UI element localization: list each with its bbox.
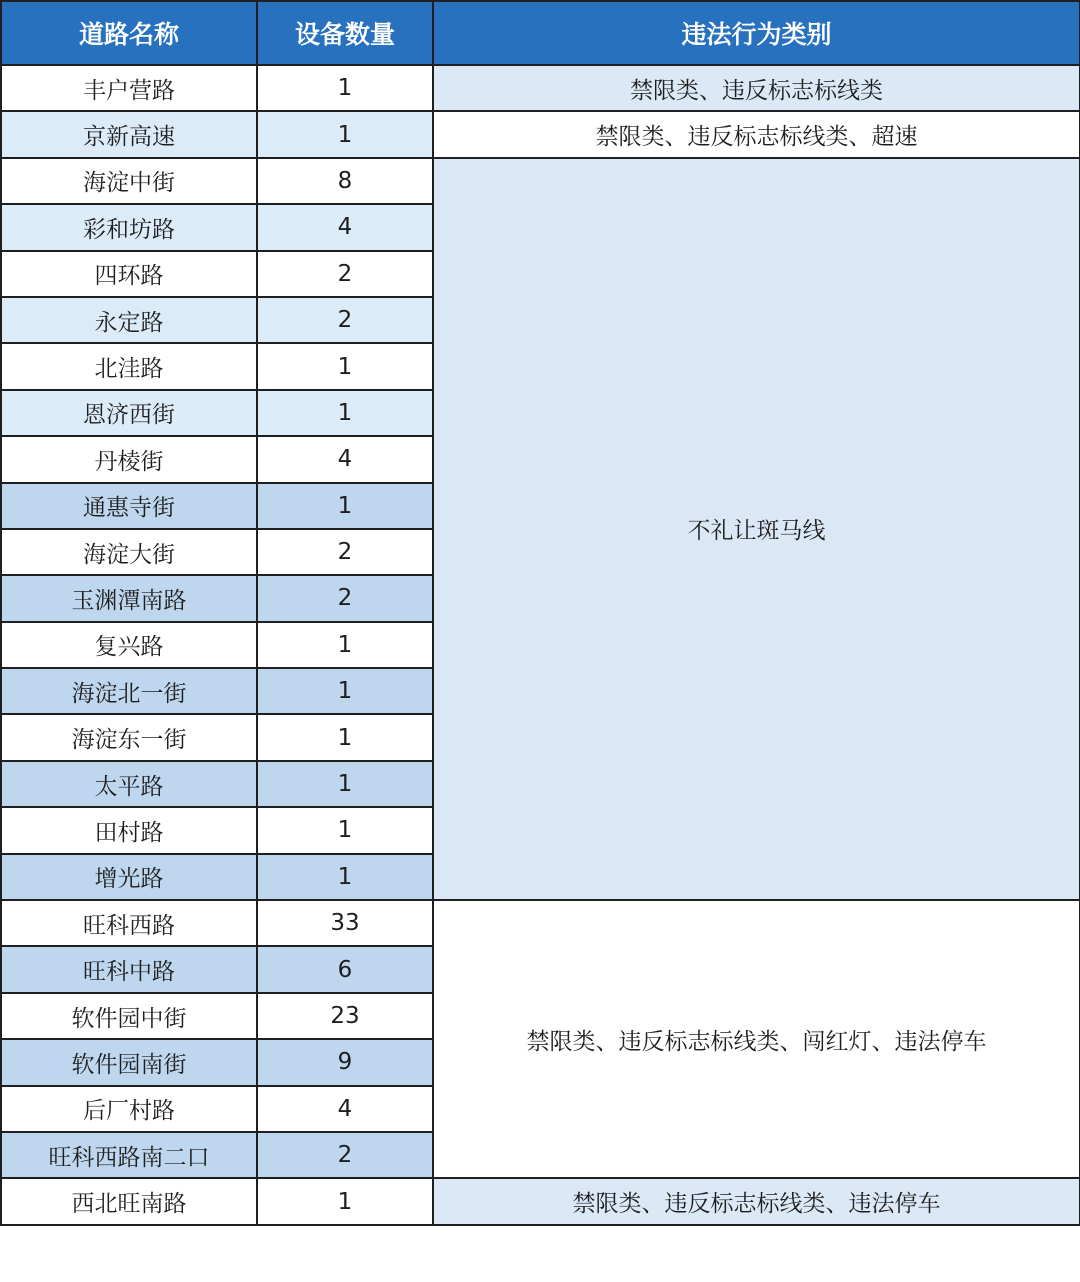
road-name-cell: 旺科西路南二口 <box>1 1132 257 1178</box>
table-row <box>1 65 1080 111</box>
table-row <box>1 1178 1080 1224</box>
road-name-cell: 西北旺南路 <box>1 1178 257 1224</box>
device-count-cell: 1 <box>257 761 433 807</box>
table-row <box>1 900 1080 946</box>
device-count-cell: 1 <box>257 65 433 111</box>
road-name-cell: 太平路 <box>1 761 257 807</box>
road-name-cell: 恩济西街 <box>1 390 257 436</box>
road-name-cell: 田村路 <box>1 807 257 853</box>
device-count-cell: 2 <box>257 575 433 621</box>
device-count-cell: 1 <box>257 1178 433 1224</box>
road-name-cell: 海淀中街 <box>1 158 257 204</box>
header-device-count: 设备数量 <box>257 1 433 65</box>
device-count-cell: 2 <box>257 529 433 575</box>
device-count-cell: 33 <box>257 900 433 946</box>
violation-type-cell: 禁限类、违反标志标线类、超速 <box>433 111 1080 157</box>
road-name-cell: 后厂村路 <box>1 1086 257 1132</box>
table-row <box>1 111 1080 157</box>
violation-type-cell: 不礼让斑马线 <box>433 158 1080 900</box>
device-count-cell: 23 <box>257 993 433 1039</box>
road-name-cell: 海淀大街 <box>1 529 257 575</box>
road-name-cell: 软件园中街 <box>1 993 257 1039</box>
road-name-cell: 海淀北一街 <box>1 668 257 714</box>
road-name-cell: 旺科中路 <box>1 946 257 992</box>
device-count-cell: 1 <box>257 854 433 900</box>
device-count-cell: 1 <box>257 111 433 157</box>
table-row <box>1 158 1080 204</box>
road-name-cell: 通惠寺街 <box>1 483 257 529</box>
road-name-cell: 软件园南街 <box>1 1039 257 1085</box>
road-name-cell: 彩和坊路 <box>1 204 257 250</box>
device-count-cell: 2 <box>257 251 433 297</box>
device-count-cell: 1 <box>257 714 433 760</box>
device-count-cell: 4 <box>257 204 433 250</box>
device-count-cell: 8 <box>257 158 433 204</box>
device-count-cell: 2 <box>257 297 433 343</box>
violation-type-cell: 禁限类、违反标志标线类、闯红灯、违法停车 <box>433 900 1080 1178</box>
device-count-cell: 1 <box>257 807 433 853</box>
violation-type-cell: 禁限类、违反标志标线类、违法停车 <box>433 1178 1080 1224</box>
road-name-cell: 海淀东一街 <box>1 714 257 760</box>
road-name-cell: 永定路 <box>1 297 257 343</box>
device-count-cell: 4 <box>257 436 433 482</box>
violation-type-cell: 禁限类、违反标志标线类 <box>433 65 1080 111</box>
device-count-cell: 1 <box>257 622 433 668</box>
road-name-cell: 丰户营路 <box>1 65 257 111</box>
device-count-cell: 1 <box>257 668 433 714</box>
road-name-cell: 旺科西路 <box>1 900 257 946</box>
road-name-cell: 京新高速 <box>1 111 257 157</box>
road-name-cell: 北洼路 <box>1 343 257 389</box>
device-count-cell: 1 <box>257 390 433 436</box>
road-name-cell: 四环路 <box>1 251 257 297</box>
road-name-cell: 玉渊潭南路 <box>1 575 257 621</box>
road-name-cell: 丹棱街 <box>1 436 257 482</box>
road-name-cell: 复兴路 <box>1 622 257 668</box>
device-count-cell: 9 <box>257 1039 433 1085</box>
header-violation-type: 违法行为类别 <box>433 1 1080 65</box>
device-count-cell: 1 <box>257 343 433 389</box>
header-road-name: 道路名称 <box>1 1 257 65</box>
device-count-cell: 1 <box>257 483 433 529</box>
device-count-cell: 2 <box>257 1132 433 1178</box>
device-count-cell: 4 <box>257 1086 433 1132</box>
header-row <box>1 1 1080 65</box>
device-count-cell: 6 <box>257 946 433 992</box>
road-name-cell: 增光路 <box>1 854 257 900</box>
